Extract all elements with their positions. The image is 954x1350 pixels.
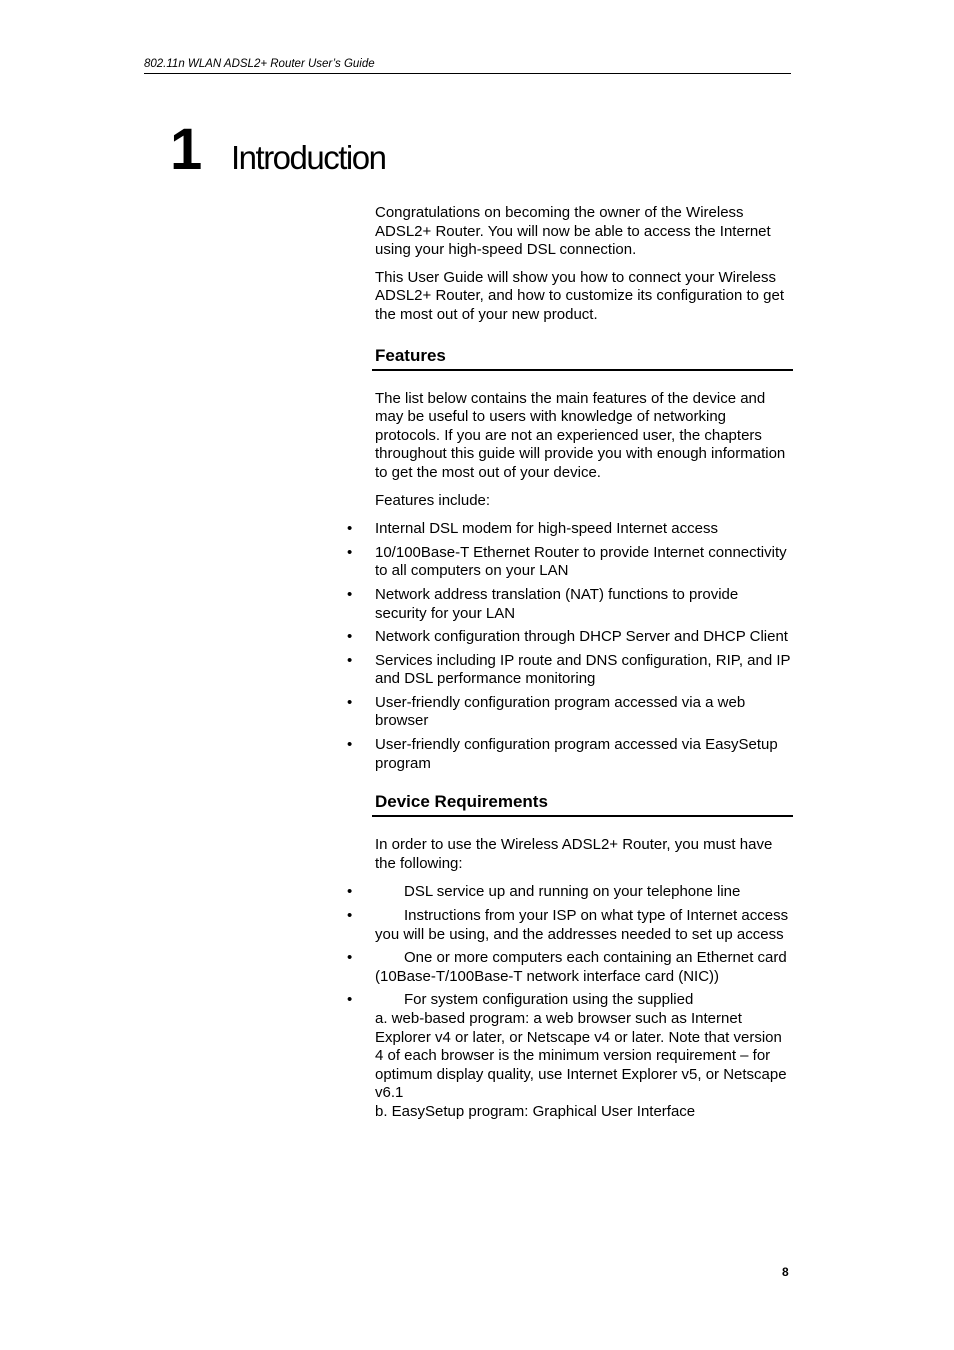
intro-paragraph: Congratulations on becoming the owner of the Wireless ADSL2+ Router. You will now be able to access the Internet using your high-speed DSL connection. xyxy=(375,204,771,259)
list-item-text: Network configuration through DHCP Server and DHCP Client xyxy=(375,628,788,646)
bullet-icon: • xyxy=(347,693,353,711)
requirements-paragraph: In order to use the Wireless ADSL2+ Router, you must have the following: xyxy=(375,836,773,872)
list-item xyxy=(347,651,793,689)
list-item-text: For system configuration using the supplied xyxy=(404,991,694,1009)
list-item-text: Internal DSL modem for high-speed Internet access xyxy=(375,520,718,538)
features-lead-in: Features include: xyxy=(375,491,491,509)
list-item-text: One or more computers each containing an Ethernet card (10Base-T/100Base-T network interface card (NIC)) xyxy=(375,949,787,985)
list-item-text: User-friendly configuration program accessed via EasySetup program xyxy=(375,736,778,772)
list-item-text: 10/100Base-T Ethernet Router to provide Internet connectivity to all computers on your LAN xyxy=(375,543,787,580)
list-item-text: Services including IP route and DNS configuration, RIP, and IP and DSL performance monitoring xyxy=(375,651,791,688)
list-item-text: Instructions from your ISP on what type of Internet access you will be using, and the addresses needed to set up access xyxy=(375,907,789,943)
bullet-icon: • xyxy=(347,651,353,669)
features-heading: Features xyxy=(372,345,793,371)
features-paragraph: The list below contains the main features of the device and may be useful to users with knowledge of networking protocols. If you are not an experienced user, the chapters throughout this guide will provide you with enough information to get the most out of your device. xyxy=(375,389,786,481)
list-item xyxy=(347,991,793,1121)
bullet-icon: • xyxy=(347,628,353,646)
bullet-icon: • xyxy=(347,949,353,967)
bullet-icon: • xyxy=(347,543,353,561)
bullet-icon: • xyxy=(347,585,353,603)
list-item xyxy=(347,949,793,986)
list-item xyxy=(347,883,793,902)
bullet-icon: • xyxy=(347,520,353,538)
list-item-text: User-friendly configuration program accessed via a web browser xyxy=(375,693,746,730)
list-item-text: Network address translation (NAT) functions to provide security for your LAN xyxy=(375,585,739,622)
list-item xyxy=(347,520,793,539)
running-header: 802.11n WLAN ADSL2+ Router User’s Guide xyxy=(144,57,791,74)
bullet-icon: • xyxy=(347,883,353,901)
list-item xyxy=(347,736,793,773)
bullet-icon: • xyxy=(347,991,353,1009)
features-list xyxy=(347,520,793,773)
chapter-number: 1 xyxy=(170,117,203,182)
bullet-icon: • xyxy=(347,907,353,925)
page-number: 8 xyxy=(782,1265,789,1279)
sub-item-b: b. EasySetup program: Graphical User Interface xyxy=(375,1102,696,1120)
requirements-list xyxy=(347,883,793,1121)
list-item xyxy=(347,628,793,647)
sub-item-a: a. web-based program: a web browser such as Internet Explorer v4 or later, or Netscape v4 or later. Note that version 4 of each browser is the minimum version requirement – for optimum display quality, use Internet Explorer v5, or Netscape v6.1 xyxy=(375,1010,787,1102)
list-item-text: DSL service up and running on your telephone line xyxy=(404,883,741,901)
intro-paragraph: This User Guide will show you how to connect your Wireless ADSL2+ Router, and how to customize its configuration to get the most out of your new product. xyxy=(375,268,784,323)
bullet-icon: • xyxy=(347,736,353,754)
list-item xyxy=(347,693,793,731)
list-item xyxy=(347,585,793,623)
device-requirements-heading: Device Requirements xyxy=(372,791,793,817)
body-column xyxy=(347,204,793,1127)
chapter-title: Introduction xyxy=(231,139,386,176)
list-item xyxy=(347,907,793,944)
list-item xyxy=(347,543,793,581)
